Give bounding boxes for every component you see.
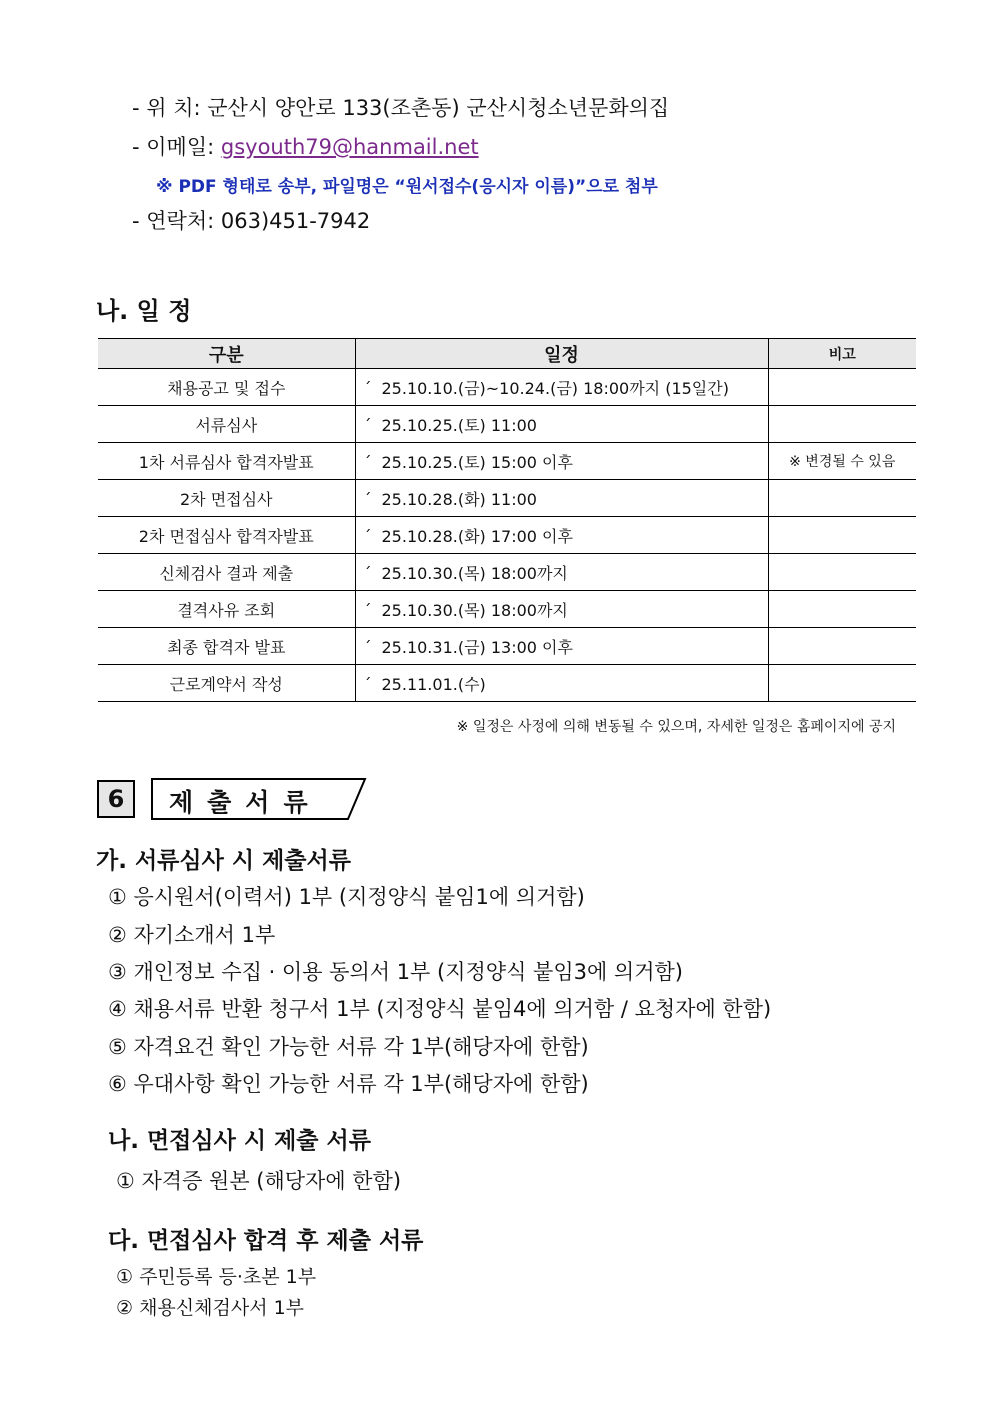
header-note: 비고: [768, 339, 916, 369]
schedule-heading: 나. 일 정: [96, 297, 192, 325]
docs-c-heading: 다. 면접심사 합격 후 제출 서류: [108, 1228, 424, 1254]
row-date: ´ 25.11.01.(수): [355, 665, 768, 702]
row-note: [768, 591, 916, 628]
row-category: 2차 면접심사 합격자발표: [98, 517, 355, 554]
location-label: - 위 치:: [132, 96, 201, 120]
list-item: ① 응시원서(이력서) 1부 (지정양식 붙임1에 의거함): [108, 885, 585, 909]
section-title-box: [151, 778, 367, 820]
row-date: ´ 25.10.10.(금)~10.24.(금) 18:00까지 (15일간): [355, 369, 768, 406]
row-note: [768, 665, 916, 702]
row-category: 최종 합격자 발표: [98, 628, 355, 665]
email-label: - 이메일:: [132, 135, 215, 159]
table-row: [98, 665, 916, 702]
row-category: 신체검사 결과 제출: [98, 554, 355, 591]
row-category: 1차 서류심사 합격자발표: [98, 443, 355, 480]
contact-email: [132, 131, 479, 161]
docs-a-heading: 가. 서류심사 시 제출서류: [96, 848, 351, 874]
row-note: [768, 517, 916, 554]
table-row: [98, 517, 916, 554]
table-row: [98, 406, 916, 443]
row-note: [768, 554, 916, 591]
row-category: 결격사유 조회: [98, 591, 355, 628]
table-row: [98, 554, 916, 591]
row-date: ´ 25.10.28.(화) 17:00 이후: [355, 517, 768, 554]
row-category: 2차 면접심사: [98, 480, 355, 517]
table-row: [98, 369, 916, 406]
header-category: 구분: [98, 339, 355, 369]
row-note: [768, 369, 916, 406]
location-value: 군산시 양안로 133(조촌동) 군산시청소년문화의집: [207, 96, 670, 120]
row-note: [768, 406, 916, 443]
contact-phone: [132, 205, 370, 235]
row-category: 서류심사: [98, 406, 355, 443]
list-item: ④ 채용서류 반환 청구서 1부 (지정양식 붙임4에 의거함 / 요청자에 한함): [108, 997, 772, 1021]
row-date: ´ 25.10.28.(화) 11:00: [355, 480, 768, 517]
schedule-footnote: ※ 일정은 사정에 의해 변동될 수 있으며, 자세한 일정은 홈페이지에 공지: [456, 719, 896, 735]
header-date: 일정: [355, 339, 768, 369]
list-item: ① 자격증 원본 (해당자에 한함): [116, 1169, 402, 1193]
row-date: ´ 25.10.25.(토) 11:00: [355, 406, 768, 443]
docs-b-heading: 나. 면접심사 시 제출 서류: [108, 1128, 371, 1154]
email-link[interactable]: gsyouth79@hanmail.net: [220, 135, 479, 159]
table-row: [98, 591, 916, 628]
row-date: ´ 25.10.31.(금) 13:00 이후: [355, 628, 768, 665]
email-note: ※ PDF 형태로 송부, 파일명은 “원서접수(응시자 이름)”으로 첨부: [156, 177, 658, 197]
row-note: [768, 480, 916, 517]
list-item: ② 채용신체검사서 1부: [116, 1297, 305, 1319]
phone-label: - 연락처:: [132, 209, 215, 233]
phone-value: 063)451-7942: [220, 209, 371, 233]
section-number: 6: [97, 780, 135, 818]
list-item: ⑤ 자격요건 확인 가능한 서류 각 1부(해당자에 한함): [108, 1035, 589, 1059]
table-row: [98, 628, 916, 665]
row-category: 근로계약서 작성: [98, 665, 355, 702]
contact-location: [132, 92, 669, 122]
list-item: ② 자기소개서 1부: [108, 923, 276, 947]
row-date: ´ 25.10.25.(토) 15:00 이후: [355, 443, 768, 480]
section-title: 제출서류: [169, 788, 322, 817]
schedule-table: [98, 338, 916, 702]
row-note: ※ 변경될 수 있음: [768, 443, 916, 480]
table-row: [98, 480, 916, 517]
list-item: ① 주민등록 등·초본 1부: [116, 1266, 317, 1288]
list-item: ⑥ 우대사항 확인 가능한 서류 각 1부(해당자에 한함): [108, 1072, 589, 1096]
row-category: 채용공고 및 접수: [98, 369, 355, 406]
schedule-header-row: [98, 339, 916, 369]
list-item: ③ 개인정보 수집 · 이용 동의서 1부 (지정양식 붙임3에 의거함): [108, 960, 683, 984]
row-date: ´ 25.10.30.(목) 18:00까지: [355, 591, 768, 628]
table-row: [98, 443, 916, 480]
row-note: [768, 628, 916, 665]
row-date: ´ 25.10.30.(목) 18:00까지: [355, 554, 768, 591]
